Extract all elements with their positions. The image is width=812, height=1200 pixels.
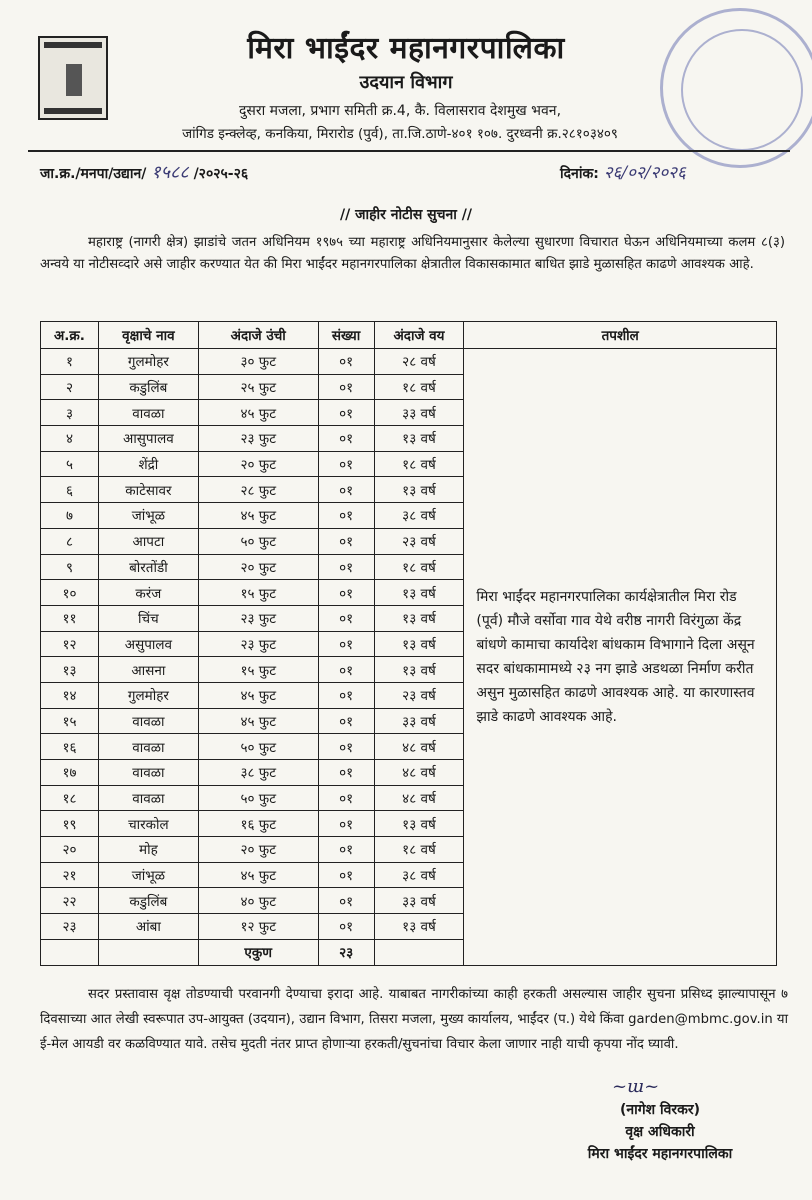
cell-serial: १८ (41, 785, 99, 811)
cell-age: २८ वर्ष (374, 349, 464, 375)
cell-age: १३ वर्ष (374, 914, 464, 940)
cell-age: ४८ वर्ष (374, 785, 464, 811)
cell-serial: १५ (41, 708, 99, 734)
cell-serial: २१ (41, 862, 99, 888)
cell-count: ०१ (318, 708, 374, 734)
cell-serial: ४ (41, 426, 99, 452)
cell-serial: ९ (41, 554, 99, 580)
cell-height: २८ फुट (198, 477, 318, 503)
cell-height: २० फुट (198, 554, 318, 580)
header-height: अंदाजे उंची (198, 322, 318, 349)
cell-count: ०१ (318, 580, 374, 606)
cell-tree-name: असुपालव (98, 631, 198, 657)
reference-number (40, 160, 248, 184)
cell-count: ०१ (318, 914, 374, 940)
cell-empty (98, 939, 198, 965)
cell-serial: २० (41, 837, 99, 863)
cell-age: २३ वर्ष (374, 528, 464, 554)
signatory-designation: वृक्ष अधिकारी (625, 1124, 695, 1140)
cell-height: २५ फुट (198, 374, 318, 400)
header-serial: अ.क्र. (41, 322, 99, 349)
cell-height: ४५ फुट (198, 708, 318, 734)
cell-age: १३ वर्ष (374, 657, 464, 683)
cell-tree-name: आपटा (98, 528, 198, 554)
cell-count: ०१ (318, 785, 374, 811)
cell-tree-name: वावळा (98, 785, 198, 811)
cell-height: १२ फुट (198, 914, 318, 940)
total-label: एकुण (198, 939, 318, 965)
total-value: २३ (318, 939, 374, 965)
cell-tree-name: वावळा (98, 708, 198, 734)
cell-height: ५० फुट (198, 528, 318, 554)
cell-height: ३८ फुट (198, 760, 318, 786)
footer-notice: सदर प्रस्तावास वृक्ष तोडण्याची परवानगी देण्याचा इरादा आहे. याबाबत नागरीकांच्या काही हरकती असल्यास जाहीर सुचना प्रसिध्द झाल्यापासून ७ दिवसाच्या आत लेखी स्वरूपात उप-आयुक्त (उदयान), उद्यान विभाग, तिसरा मजला, मुख्य कार्यालय, भाईंदर (प.) येथे किंवा garden@mbmc.gov.in या ई-मेल आयडी वर कळविण्यात यावे. तसेच मुदती नंतर प्राप्त होणाऱ्या हरकती/सुचनांचा विचार केला जाणार नाही याची कृपया नोंद घ्यावी. (40, 987, 788, 1052)
cell-height: ४५ फुट (198, 400, 318, 426)
date-label: दिनांक: (560, 166, 599, 182)
cell-age: १३ वर्ष (374, 605, 464, 631)
cell-height: १६ फुट (198, 811, 318, 837)
cell-serial: ७ (41, 503, 99, 529)
cell-height: २० फुट (198, 837, 318, 863)
date-value: २६/०२/२०२६ (603, 163, 686, 183)
cell-serial: १९ (41, 811, 99, 837)
cell-age: १८ वर्ष (374, 554, 464, 580)
header-tree-name: वृक्षाचे नाव (98, 322, 198, 349)
cell-serial: १ (41, 349, 99, 375)
cell-count: ०१ (318, 554, 374, 580)
table-row (41, 349, 777, 375)
cell-tree-name: मोह (98, 837, 198, 863)
cell-age: १३ वर्ष (374, 426, 464, 452)
cell-count: ०१ (318, 451, 374, 477)
cell-tree-name: गुलमोहर (98, 682, 198, 708)
cell-serial: ८ (41, 528, 99, 554)
cell-count: ०१ (318, 734, 374, 760)
cell-height: २३ फुट (198, 426, 318, 452)
handwritten-signature: ~ɯ~ (612, 1076, 660, 1097)
header-age: अंदाजे वय (374, 322, 464, 349)
cell-tree-name: करंज (98, 580, 198, 606)
cell-tree-name: कडुलिंब (98, 374, 198, 400)
cell-serial: १६ (41, 734, 99, 760)
cell-age: १३ वर्ष (374, 477, 464, 503)
cell-height: ४५ फुट (198, 503, 318, 529)
cell-tree-name: गुलमोहर (98, 349, 198, 375)
cell-tree-name: वावळा (98, 734, 198, 760)
address-line-2: जांगिड इन्क्लेव्ह, कनकिया, मिरारोड (पुर्व), ता.जि.ठाणे-४०१ १०७. दुरध्वनी क्र.२८१०३४०९ (182, 126, 618, 142)
cell-age: १८ वर्ष (374, 451, 464, 477)
cell-height: २३ फुट (198, 631, 318, 657)
cell-age: ४८ वर्ष (374, 760, 464, 786)
cell-serial: २२ (41, 888, 99, 914)
table-header-row (41, 322, 777, 349)
cell-age: १८ वर्ष (374, 374, 464, 400)
cell-height: २० फुट (198, 451, 318, 477)
cell-tree-name: वावळा (98, 760, 198, 786)
cell-serial: ६ (41, 477, 99, 503)
cell-count: ०१ (318, 682, 374, 708)
cell-count: ०१ (318, 657, 374, 683)
cell-count: ०१ (318, 888, 374, 914)
cell-age: ३८ वर्ष (374, 503, 464, 529)
cell-serial: २ (41, 374, 99, 400)
cell-empty (41, 939, 99, 965)
cell-height: ४० फुट (198, 888, 318, 914)
cell-count: ०१ (318, 862, 374, 888)
cell-serial: १७ (41, 760, 99, 786)
cell-count: ०१ (318, 631, 374, 657)
tree-table (40, 321, 777, 966)
cell-tree-name: आसुपालव (98, 426, 198, 452)
cell-count: ०१ (318, 605, 374, 631)
cell-tree-name: वावळा (98, 400, 198, 426)
cell-serial: ५ (41, 451, 99, 477)
cell-height: १५ फुट (198, 580, 318, 606)
cell-tree-name: शेंद्री (98, 451, 198, 477)
cell-serial: १० (41, 580, 99, 606)
cell-count: ०१ (318, 760, 374, 786)
cell-age: ३३ वर्ष (374, 888, 464, 914)
address-line-1: दुसरा मजला, प्रभाग समिती क्र.4, कै. विलासराव देशमुख भवन, (238, 103, 562, 119)
cell-height: ३० फुट (198, 349, 318, 375)
signatory-name: (नागेश विरकर) (619, 1102, 701, 1118)
cell-count: ०१ (318, 349, 374, 375)
cell-height: ५० फुट (198, 785, 318, 811)
cell-tree-name: आंबा (98, 914, 198, 940)
reference-handwritten-number: १५८८ (151, 162, 189, 183)
cell-serial: १४ (41, 682, 99, 708)
cell-count: ०१ (318, 477, 374, 503)
cell-count: ०१ (318, 426, 374, 452)
cell-empty (374, 939, 464, 965)
cell-height: ५० फुट (198, 734, 318, 760)
cell-tree-name: कडुलिंब (98, 888, 198, 914)
cell-height: १५ फुट (198, 657, 318, 683)
cell-tree-name: जांभूळ (98, 862, 198, 888)
cell-age: २३ वर्ष (374, 682, 464, 708)
page-title: मिरा भाईंदर महानगरपालिका (247, 31, 565, 66)
cell-tree-name: चिंच (98, 605, 198, 631)
cell-details: मिरा भाईंदर महानगरपालिका कार्यक्षेत्रातील मिरा रोड (पूर्व) मौजे वर्सोवा गाव येथे वरीष्ठ नागरी विरंगुळा केंद्र बांधणे कामाचा कार्यादेश बांधकाम विभागाने दिला असून सदर बांधकामामध्ये २३ नग झाडे अडथळा निर्माण करीत असुन मुळासहित काढणे आवश्यक आहे. या कारणास्तव झाडे काढणे आवश्यक आहे. (464, 349, 777, 966)
header-count: संख्या (318, 322, 374, 349)
cell-age: १८ वर्ष (374, 837, 464, 863)
cell-age: ३३ वर्ष (374, 708, 464, 734)
header-details: तपशील (464, 322, 777, 349)
department-name: उदयान विभाग (359, 72, 453, 93)
cell-count: ०१ (318, 374, 374, 400)
cell-serial: २३ (41, 914, 99, 940)
reference-prefix: जा.क्र./मनपा/उद्यान/ (40, 166, 147, 182)
cell-age: ३८ वर्ष (374, 862, 464, 888)
cell-serial: १३ (41, 657, 99, 683)
header-divider (28, 150, 790, 152)
cell-count: ०१ (318, 837, 374, 863)
cell-tree-name: बोरतोंडी (98, 554, 198, 580)
cell-serial: १२ (41, 631, 99, 657)
notice-title: // जाहीर नोटीस सुचना // (339, 207, 473, 223)
cell-height: ४५ फुट (198, 862, 318, 888)
cell-tree-name: आसना (98, 657, 198, 683)
reference-suffix: /२०२५-२६ (193, 166, 249, 182)
cell-age: ३३ वर्ष (374, 400, 464, 426)
notice-intro: महाराष्ट्र (नागरी क्षेत्र) झाडांचे जतन अधिनियम १९७५ च्या महाराष्ट्र अधिनियमानुसार केलेल्या सुधारणा विचारात घेऊन अधिनियमाच्या कलम ८(३) अन्वये या नोटीसव्दारे असे जाहीर करण्यात येत की मिरा भाईंदर महानगरपालिका क्षेत्रातील विकासकामात बाधित झाडे मुळासहित काढणे आवश्यक आहे. (40, 235, 785, 272)
cell-age: १३ वर्ष (374, 811, 464, 837)
cell-count: ०१ (318, 503, 374, 529)
cell-count: ०१ (318, 400, 374, 426)
cell-serial: ३ (41, 400, 99, 426)
cell-age: ४८ वर्ष (374, 734, 464, 760)
cell-count: ०१ (318, 811, 374, 837)
cell-age: १३ वर्ष (374, 631, 464, 657)
signatory-organization: मिरा भाईंदर महानगरपालिका (587, 1146, 733, 1162)
cell-count: ०१ (318, 528, 374, 554)
cell-height: ४५ फुट (198, 682, 318, 708)
cell-tree-name: जांभूळ (98, 503, 198, 529)
cell-tree-name: चारकोल (98, 811, 198, 837)
cell-age: १३ वर्ष (374, 580, 464, 606)
date-line (560, 160, 686, 183)
cell-tree-name: काटेसावर (98, 477, 198, 503)
cell-serial: ११ (41, 605, 99, 631)
cell-height: २३ फुट (198, 605, 318, 631)
